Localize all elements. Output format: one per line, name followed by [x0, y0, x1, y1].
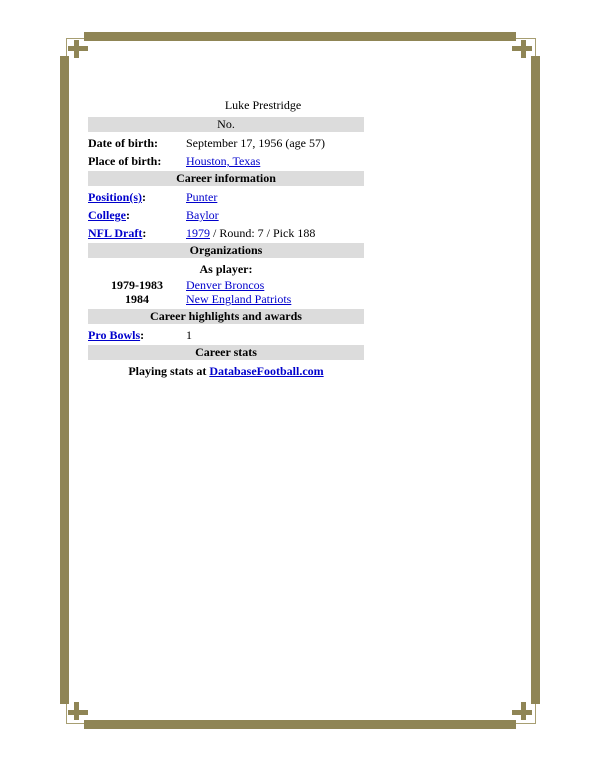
draft-label-link[interactable]: NFL Draft — [88, 226, 143, 240]
organizations-header: Organizations — [88, 243, 364, 258]
team-years: 1984 — [125, 292, 149, 306]
career-info-header: Career information — [88, 171, 364, 186]
frame-bottom-bar — [84, 720, 516, 729]
database-football-link[interactable]: DatabaseFootball.com — [209, 364, 324, 378]
playing-stats-line — [88, 362, 364, 380]
team-row — [88, 278, 364, 292]
pro-bowls-value: 1 — [186, 328, 192, 342]
team-row — [88, 292, 364, 306]
team-link[interactable]: New England Patriots — [186, 292, 292, 306]
frame-corner-top-left-vertical — [74, 40, 79, 58]
draft-details: / Round: 7 / Pick 188 — [210, 226, 316, 240]
college-row — [88, 206, 364, 224]
team-years: 1979-1983 — [111, 278, 163, 292]
college-colon: : — [126, 208, 130, 222]
draft-row — [88, 224, 364, 242]
frame-right-bar — [531, 56, 540, 704]
frame-corner-bottom-right-vertical — [521, 702, 526, 720]
college-label-link[interactable]: College — [88, 208, 126, 222]
pro-bowls-row — [88, 326, 364, 344]
as-player-subheader: As player: — [199, 262, 253, 276]
pob-link[interactable]: Houston, Texas — [186, 154, 261, 168]
player-infobox — [88, 96, 364, 380]
position-colon: : — [142, 190, 146, 204]
position-value-link[interactable]: Punter — [186, 190, 218, 204]
frame-top-bar — [84, 32, 516, 41]
team-link[interactable]: Denver Broncos — [186, 278, 265, 292]
number-label: No. — [217, 117, 235, 131]
number-band — [88, 117, 364, 132]
career-stats-header: Career stats — [88, 345, 364, 360]
draft-year-link[interactable]: 1979 — [186, 226, 210, 240]
position-label-link[interactable]: Position(s) — [88, 190, 142, 204]
position-row — [88, 188, 364, 206]
college-value-link[interactable]: Baylor — [186, 208, 219, 222]
player-name-row — [88, 96, 364, 116]
playing-stats-prefix: Playing stats at — [128, 364, 210, 378]
pob-row — [88, 152, 364, 170]
dob-row — [88, 134, 364, 152]
player-name: Luke Prestridge — [224, 98, 302, 112]
dob-label: Date of birth: — [88, 136, 158, 150]
dob-value: September 17, 1956 (age 57) — [186, 136, 325, 150]
draft-colon: : — [142, 226, 147, 240]
highlights-header: Career highlights and awards — [88, 309, 364, 324]
frame-corner-bottom-left-vertical — [74, 702, 79, 720]
frame-left-bar — [60, 56, 69, 704]
pob-label: Place of birth: — [88, 154, 162, 168]
pro-bowls-label-link[interactable]: Pro Bowls — [88, 328, 141, 342]
pro-bowls-colon: : — [140, 328, 145, 342]
frame-corner-top-right-vertical — [521, 40, 526, 58]
